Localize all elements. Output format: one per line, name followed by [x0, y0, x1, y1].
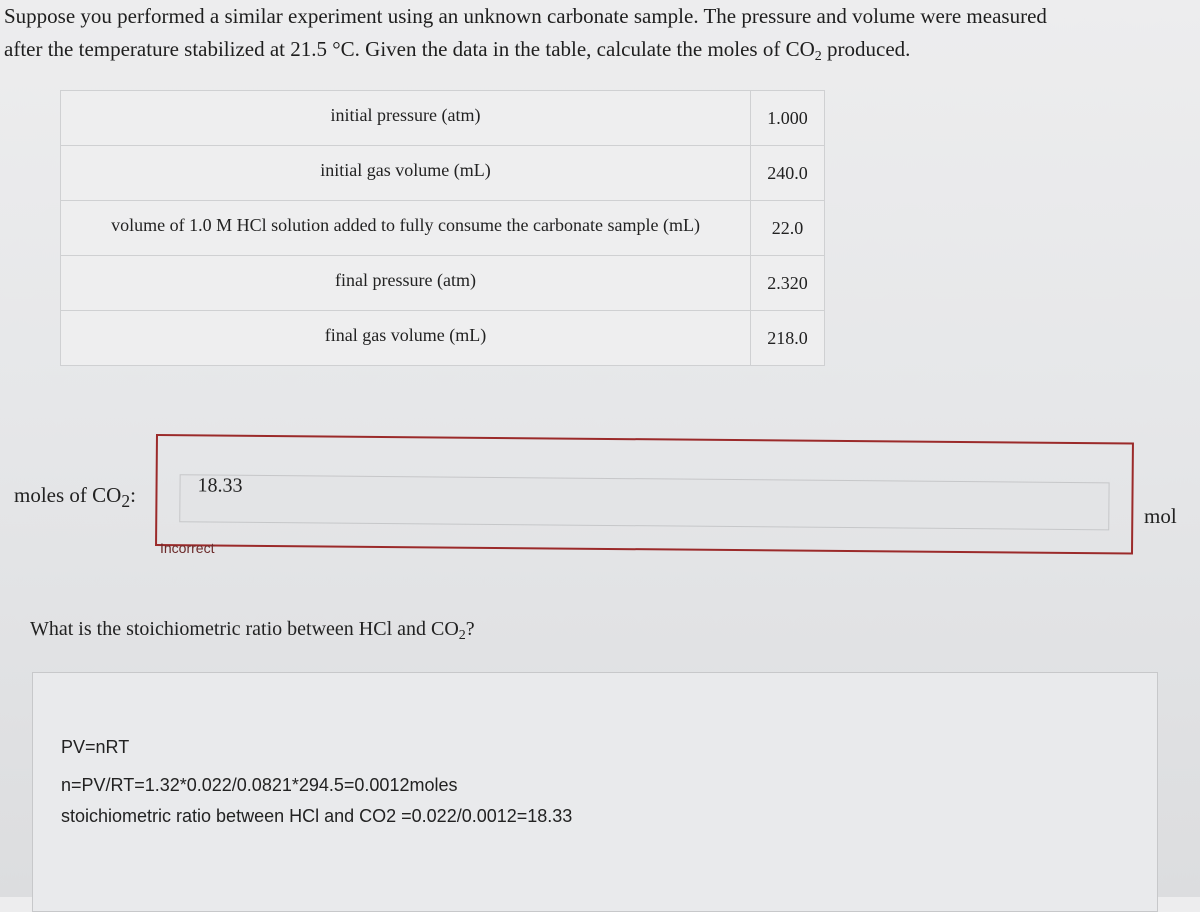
incorrect-status: Incorrect [160, 540, 215, 556]
question-subscript: 2 [814, 49, 822, 64]
moles-label-subscript: 2 [121, 491, 131, 512]
unit-label: mol [1144, 504, 1177, 528]
stoich-question-subscript: 2 [458, 628, 466, 643]
question-line-2 [4, 33, 1184, 73]
table-row [61, 201, 825, 256]
moles-input[interactable] [179, 474, 1109, 530]
question-line-1: Suppose you performed a similar experiment using an unknown carbonate sample. The pressure and volume were measured [4, 4, 1047, 28]
question-line-2-text: after the temperature stabilized at 21.5 °C. Given the data in the table, calculate the moles of CO [4, 37, 815, 61]
table-row-value: 1.000 [751, 91, 825, 146]
moles-label-text: moles of CO [14, 483, 122, 507]
stoich-question-suffix: ? [465, 618, 475, 640]
table-row [61, 311, 825, 366]
moles-input-value: 18.33 [197, 474, 243, 497]
table-row-value: 218.0 [751, 311, 825, 366]
stoich-answer-textarea[interactable] [32, 672, 1158, 912]
table-row-label: final gas volume (mL) [61, 311, 751, 366]
data-table [60, 90, 825, 366]
table-row-value: 2.320 [751, 256, 825, 311]
table-row-label: initial gas volume (mL) [61, 146, 751, 201]
table-row [61, 91, 825, 146]
table-row-label: initial pressure (atm) [61, 91, 751, 146]
moles-label-colon: : [130, 483, 136, 507]
stoich-question [30, 618, 475, 644]
table-row-label: volume of 1.0 M HCl solution added to fully consume the carbonate sample (mL) [61, 201, 751, 256]
answer-error-frame [155, 434, 1134, 555]
question-line-2-suffix: produced. [821, 37, 911, 61]
table-row-value: 22.0 [751, 201, 825, 256]
question-text [4, 0, 1184, 73]
answer-line: PV=nRT [61, 737, 130, 757]
table-row-value: 240.0 [751, 146, 825, 201]
moles-label [14, 483, 136, 512]
table-row [61, 146, 825, 201]
table-row [61, 256, 825, 311]
stoich-question-text: What is the stoichiometric ratio between HCl and CO [30, 618, 459, 640]
answer-line: stoichiometric ratio between HCl and CO2 =0.022/0.0012=18.33 [61, 806, 573, 826]
table-row-label: final pressure (atm) [61, 256, 751, 311]
answer-line: n=PV/RT=1.32*0.022/0.0821*294.5=0.0012moles [61, 775, 458, 795]
